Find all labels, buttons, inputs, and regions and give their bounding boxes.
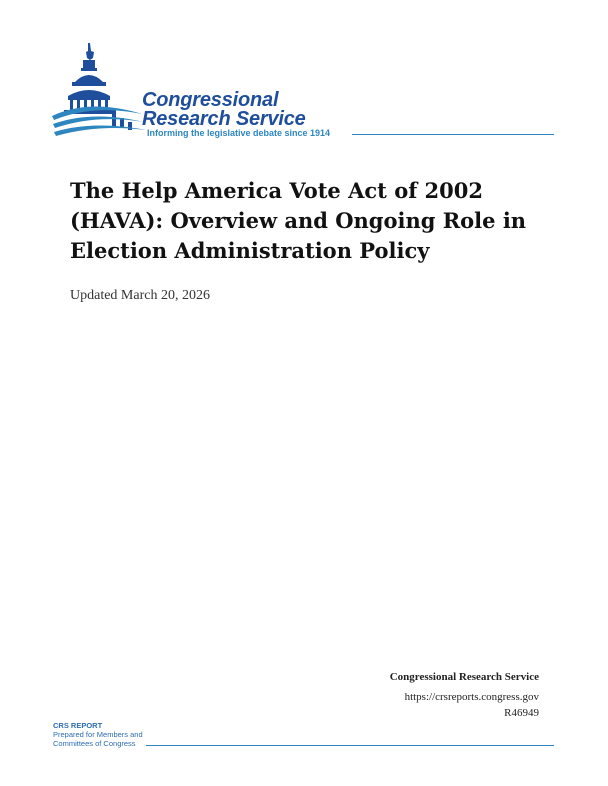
logo-name-line2: Research Service [142, 108, 306, 130]
report-title: The Help America Vote Act of 2002 (HAVA): Overview and Ongoing Role in Election Administration Policy [70, 178, 527, 263]
publisher-name: Congressional Research Service [389, 671, 539, 683]
report-type-block [53, 721, 143, 748]
publisher-url[interactable]: https://crsreports.congress.gov [404, 691, 539, 703]
report-audience-line2: Committees of Congress [53, 739, 136, 748]
footer-rule [146, 745, 554, 746]
report-number: R46949 [504, 707, 539, 719]
capitol-dome-icon [50, 38, 150, 143]
logo-name-line1: Congressional [142, 89, 279, 111]
report-type: CRS REPORT [53, 721, 103, 730]
tagline-rule [352, 134, 554, 135]
logo-tagline: Informing the legislative debate since 1914 [147, 128, 331, 138]
updated-date: Updated March 20, 2026 [70, 288, 210, 303]
publisher-block [390, 669, 539, 721]
logo-wordmark [142, 91, 306, 129]
crs-logo [50, 38, 560, 148]
report-audience-line1: Prepared for Members and [53, 730, 143, 739]
